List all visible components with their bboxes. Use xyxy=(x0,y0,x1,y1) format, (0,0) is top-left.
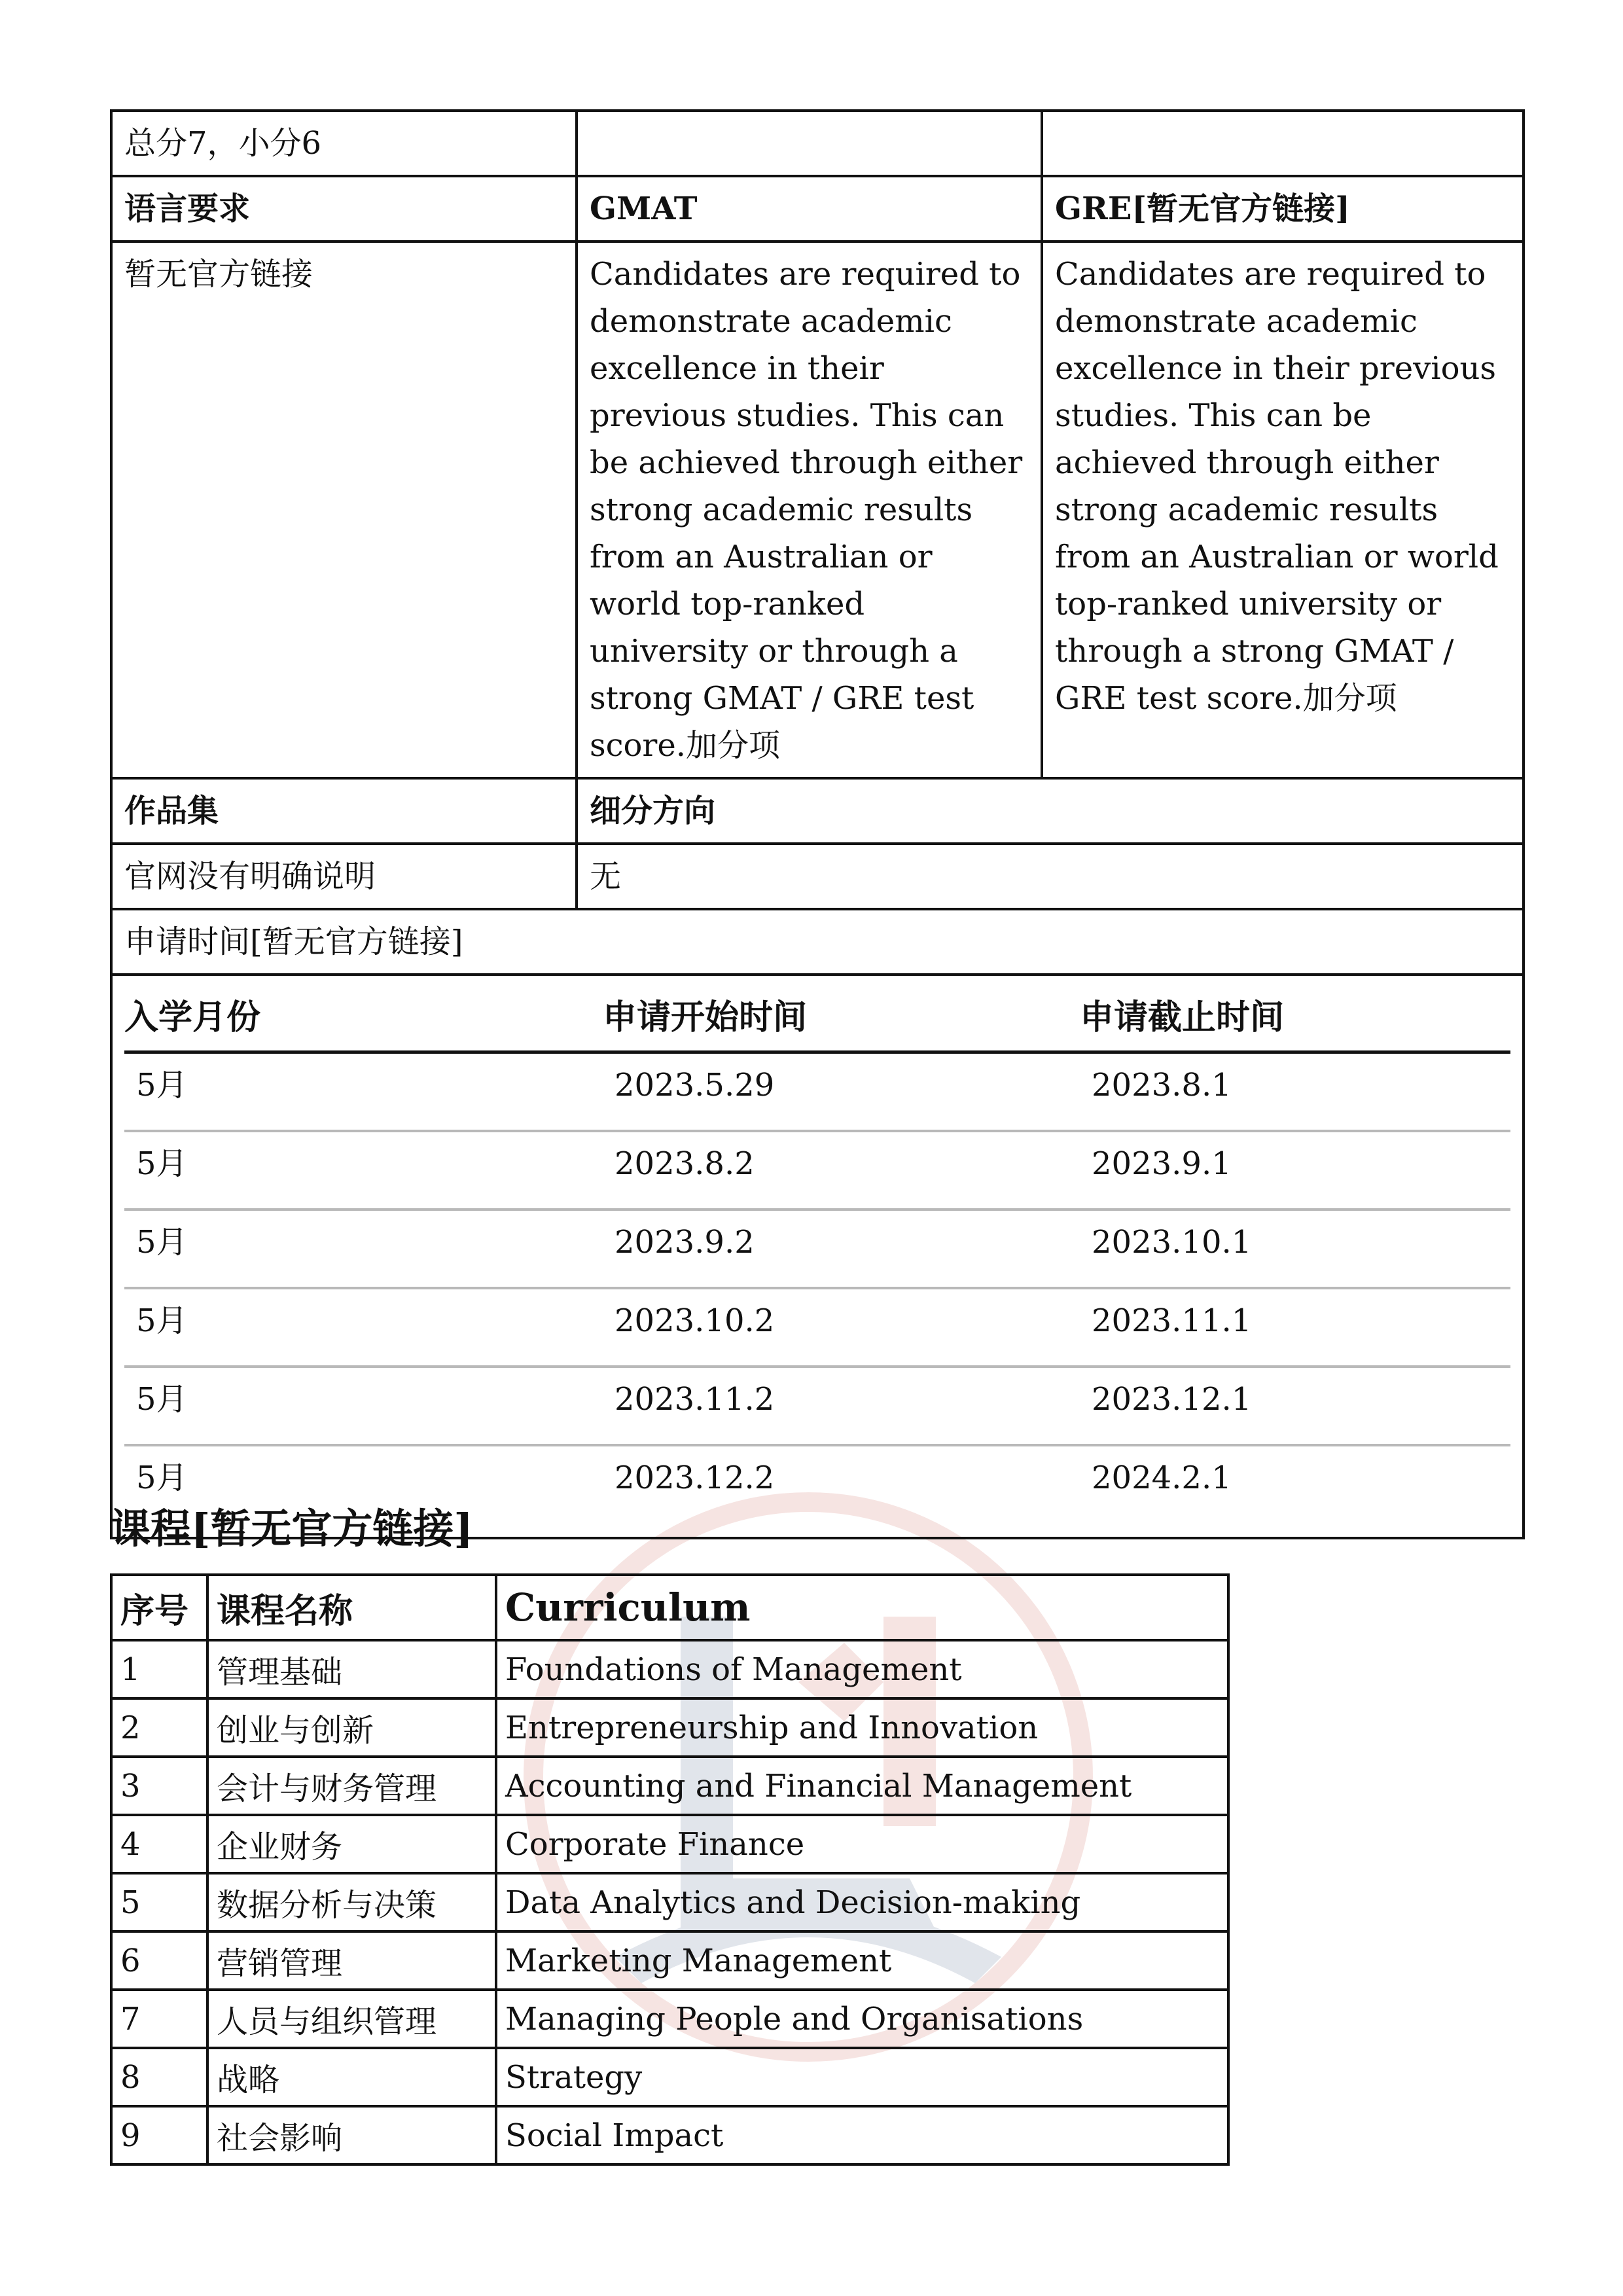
course-number: 7 xyxy=(111,1990,207,2048)
course-name-en: Accounting and Financial Management xyxy=(496,1757,1228,1815)
deadline: 2023.11.1 xyxy=(1080,1288,1510,1367)
overall-score-cell: 总分7，小分6 xyxy=(111,111,577,176)
deadline: 2023.12.1 xyxy=(1080,1367,1510,1445)
course-name-en: Foundations of Management xyxy=(496,1640,1228,1698)
table-row xyxy=(124,1131,1510,1210)
schedule-container xyxy=(111,975,1524,1538)
intake-month: 5月 xyxy=(136,1460,188,1496)
course-name-en: Data Analytics and Decision-making xyxy=(496,1873,1228,1931)
course-name-cn: 社会影响 xyxy=(207,2106,496,2164)
table-row xyxy=(111,1873,1228,1931)
course-header-row xyxy=(111,1575,1228,1640)
table-row xyxy=(111,1698,1228,1757)
table-row xyxy=(111,2106,1228,2164)
course-number: 9 xyxy=(111,2106,207,2164)
table-row xyxy=(124,1288,1510,1367)
table-row xyxy=(111,1757,1228,1815)
gmat-header: GMAT xyxy=(577,176,1042,242)
course-section-title: 课程[暂无官方链接] xyxy=(110,1505,473,1552)
empty-cell xyxy=(577,111,1042,176)
header-row-language xyxy=(111,176,1524,242)
course-name-en: Marketing Management xyxy=(496,1931,1228,1990)
table-row xyxy=(124,1210,1510,1288)
table-row xyxy=(111,2048,1228,2106)
schedule-row xyxy=(111,975,1524,1538)
course-name-cn: 会计与财务管理 xyxy=(207,1757,496,1815)
course-name-cn: 企业财务 xyxy=(207,1815,496,1873)
course-number: 6 xyxy=(111,1931,207,1990)
deadline: 2023.9.1 xyxy=(1080,1131,1510,1210)
language-header: 语言要求 xyxy=(111,176,577,242)
course-number: 3 xyxy=(111,1757,207,1815)
course-number: 8 xyxy=(111,2048,207,2106)
start-date: 2023.9.2 xyxy=(603,1210,1080,1288)
start-date: 2023.12.2 xyxy=(615,1460,775,1496)
intake-month: 5月 xyxy=(124,1288,603,1367)
table-row xyxy=(111,1990,1228,2048)
table-row xyxy=(111,1640,1228,1698)
application-time-row xyxy=(111,909,1524,975)
table-row xyxy=(111,1815,1228,1873)
course-number: 5 xyxy=(111,1873,207,1931)
start-date: 2023.11.2 xyxy=(603,1367,1080,1445)
gre-header: GRE[暂无官方链接] xyxy=(1042,176,1524,242)
course-name-cn: 创业与创新 xyxy=(207,1698,496,1757)
course-name-en: Corporate Finance xyxy=(496,1815,1228,1873)
deadline: 2023.10.1 xyxy=(1080,1210,1510,1288)
intake-month: 5月 xyxy=(124,1052,603,1132)
start-date: 2023.8.2 xyxy=(603,1131,1080,1210)
requirement-values-row xyxy=(111,242,1524,778)
language-value: 暂无官方链接 xyxy=(111,242,577,778)
gmat-text: Candidates are required to demonstrate academic excellence in their previous studies. This can be achieved through either strong academic results from an Australian or world top-ranked university or through a strong GMAT / GRE test score.加分项 xyxy=(577,242,1042,778)
course-header: 课程名称 xyxy=(207,1575,496,1640)
course-name-cn: 数据分析与决策 xyxy=(207,1873,496,1931)
table-row xyxy=(124,1367,1510,1445)
course-number: 1 xyxy=(111,1640,207,1698)
portfolio-values-row xyxy=(111,844,1524,909)
empty-cell xyxy=(1042,111,1524,176)
table-row xyxy=(124,1052,1510,1132)
course-name-cn: 人员与组织管理 xyxy=(207,1990,496,2048)
portfolio-header: 作品集 xyxy=(111,778,577,844)
course-header: Curriculum xyxy=(496,1575,1228,1640)
schedule-header: 申请开始时间 xyxy=(603,985,1080,1052)
course-name-en: Social Impact xyxy=(496,2106,1228,2164)
course-header: 序号 xyxy=(111,1575,207,1640)
requirements-table xyxy=(110,109,1525,1539)
deadline: 2023.8.1 xyxy=(1080,1052,1510,1132)
course-name-en: Strategy xyxy=(496,2048,1228,2106)
gre-text: Candidates are required to demonstrate academic excellence in their previous studies. This can be achieved through either strong academic results from an Australian or world top-ranked university or through a strong GMAT / GRE test score.加分项 xyxy=(1042,242,1524,778)
table-row xyxy=(111,1931,1228,1990)
specialization-header: 细分方向 xyxy=(577,778,1524,844)
portfolio-value: 官网没有明确说明 xyxy=(111,844,577,909)
course-name-cn: 管理基础 xyxy=(207,1640,496,1698)
start-date: 2023.5.29 xyxy=(603,1052,1080,1132)
schedule-header: 入学月份 xyxy=(124,985,603,1052)
course-name-cn: 营销管理 xyxy=(207,1931,496,1990)
schedule-header: 申请截止时间 xyxy=(1080,985,1510,1052)
course-number: 4 xyxy=(111,1815,207,1873)
specialization-value: 无 xyxy=(577,844,1524,909)
intake-month: 5月 xyxy=(124,1367,603,1445)
schedule-header-row xyxy=(124,985,1510,1052)
intake-month: 5月 xyxy=(124,1131,603,1210)
course-name-en: Managing People and Organisations xyxy=(496,1990,1228,2048)
header-row-portfolio xyxy=(111,778,1524,844)
deadline: 2024.2.1 xyxy=(1092,1460,1232,1496)
course-name-en: Entrepreneurship and Innovation xyxy=(496,1698,1228,1757)
course-name-cn: 战略 xyxy=(207,2048,496,2106)
score-row xyxy=(111,111,1524,176)
course-number: 2 xyxy=(111,1698,207,1757)
course-table xyxy=(110,1573,1230,2166)
application-time-label: 申请时间[暂无官方链接] xyxy=(111,909,1524,975)
schedule-table xyxy=(124,985,1510,1522)
intake-month: 5月 xyxy=(124,1210,603,1288)
start-date: 2023.10.2 xyxy=(603,1288,1080,1367)
